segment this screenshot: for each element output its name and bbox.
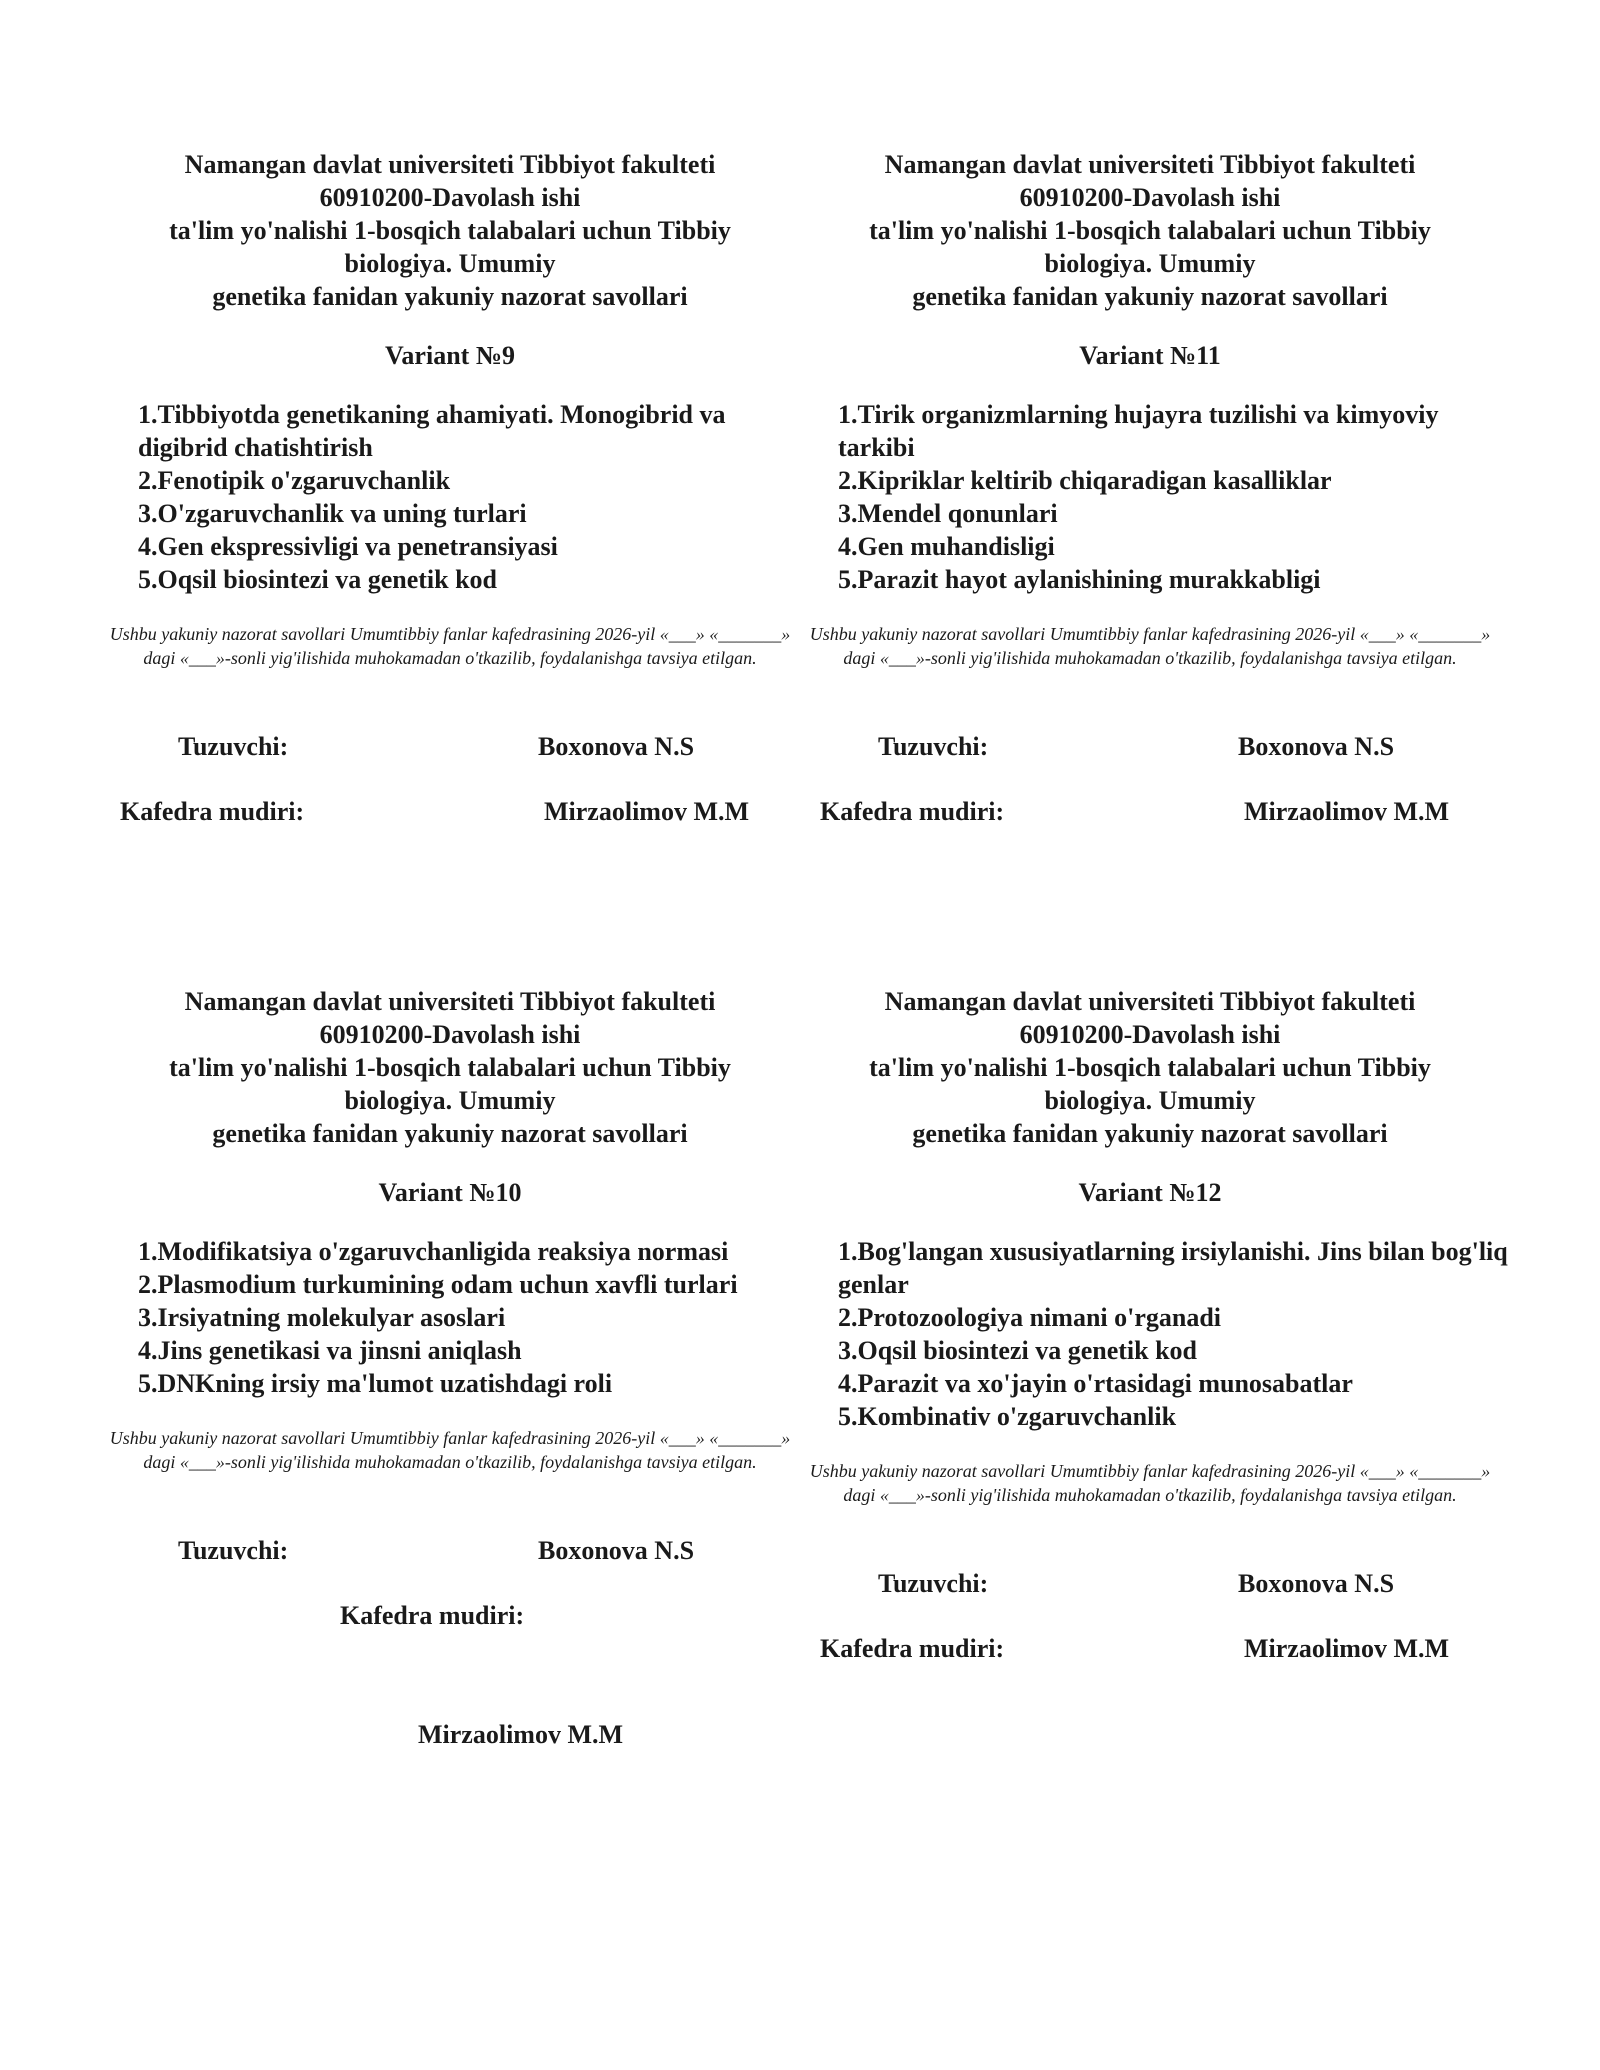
question-item: 1.Modifikatsiya o'zgaruvchanligida reaksiya normasi (138, 1237, 729, 1266)
header-students: ta'lim yo'nalishi 1-bosqich talabalari uchun Tibbiy (869, 1053, 1431, 1082)
compiler-name: Boxonova N.S (1238, 732, 1395, 761)
approval-note: Ushbu yakuniy nazorat savollari Umumtibbiy fanlar kafedrasining 2026-yil «___» «_______» dagi «___»-sonli yig'ilishida muhokamadan o'tkazilib, foydalanishga tavsiya etilgan. (109, 1428, 791, 1472)
question-item: 1.Bog'langan xususiyatlarning irsiylanishi. Jins bilan bog'liq genlar (838, 1237, 1508, 1299)
compiler-name: Boxonova N.S (1238, 1569, 1395, 1598)
header-program: 60910200-Davolash ishi (1019, 183, 1281, 212)
approval-note: Ushbu yakuniy nazorat savollari Umumtibbiy fanlar kafedrasining 2026-yil «___» «_______» dagi «___»-sonli yig'ilishida muhokamadan o'tkazilib, foydalanishga tavsiya etilgan. (109, 624, 791, 668)
question-item: 5.Kombinativ o'zgaruvchanlik (838, 1402, 1177, 1431)
question-item: 2.Fenotipik o'zgaruvchanlik (138, 466, 451, 495)
question-item: 2.Kipriklar keltirib chiqaradigan kasalliklar (838, 466, 1332, 495)
question-item: 4.Gen muhandisligi (838, 532, 1055, 561)
question-item: 3.O'zgaruvchanlik va uning turlari (138, 499, 527, 528)
question-item: 1.Tibbiyotda genetikaning ahamiyati. Monogibrid va digibrid chatishtirish (138, 400, 726, 462)
compiler-row (800, 1567, 1500, 1600)
question-item: 3.Oqsil biosintezi va genetik kod (838, 1336, 1197, 1365)
variant-card-11 (800, 148, 1500, 828)
variant-title: Variant №9 (385, 341, 515, 370)
head-label: Kafedra mudiri: (120, 797, 305, 826)
question-item: 3.Irsiyatning molekulyar asoslari (138, 1303, 506, 1332)
header-students: ta'lim yo'nalishi 1-bosqich talabalari uchun Tibbiy (169, 216, 731, 245)
variant-card-9 (100, 148, 800, 828)
question-item: 1.Tirik organizmlarning hujayra tuzilishi va kimyoviy tarkibi (838, 400, 1439, 462)
variant-title: Variant №11 (1079, 341, 1221, 370)
question-item: 4.Parazit va xo'jayin o'rtasidagi munosabatlar (838, 1369, 1353, 1398)
compiler-row (100, 1534, 800, 1567)
header-title: genetika fanidan yakuniy nazorat savollari (912, 282, 1388, 311)
header-students: ta'lim yo'nalishi 1-bosqich talabalari uchun Tibbiy (869, 216, 1431, 245)
question-item: 4.Gen ekspressivligi va penetransiyasi (138, 532, 558, 561)
head-row (800, 1632, 1500, 1665)
card-header (130, 148, 770, 313)
compiler-row (100, 730, 800, 763)
question-item: 5.Oqsil biosintezi va genetik kod (138, 565, 497, 594)
head-name: Mirzaolimov M.M (418, 1720, 624, 1749)
header-title: genetika fanidan yakuniy nazorat savollari (912, 1119, 1388, 1148)
card-header (830, 985, 1470, 1150)
head-row (100, 1599, 800, 1632)
header-subject: biologiya. Umumiy (1044, 1086, 1256, 1115)
head-name: Mirzaolimov M.M (1244, 1634, 1450, 1663)
variant-title: Variant №12 (1078, 1178, 1222, 1207)
compiler-name: Boxonova N.S (538, 1536, 695, 1565)
question-item: 2.Protozoologiya nimani o'rganadi (838, 1303, 1222, 1332)
head-name: Mirzaolimov M.M (1244, 797, 1450, 826)
question-list (100, 398, 814, 596)
compiler-label: Tuzuvchi: (878, 1569, 989, 1598)
header-subject: biologiya. Umumiy (1044, 249, 1256, 278)
header-subject: biologiya. Umumiy (344, 249, 556, 278)
compiler-label: Tuzuvchi: (178, 1536, 289, 1565)
header-title: genetika fanidan yakuniy nazorat savollari (212, 1119, 688, 1148)
variant-title: Variant №10 (378, 1178, 522, 1207)
header-students: ta'lim yo'nalishi 1-bosqich talabalari uchun Tibbiy (169, 1053, 731, 1082)
header-program: 60910200-Davolash ishi (1019, 1020, 1281, 1049)
header-title: genetika fanidan yakuniy nazorat savollari (212, 282, 688, 311)
approval-note: Ushbu yakuniy nazorat savollari Umumtibbiy fanlar kafedrasining 2026-yil «___» «_______» dagi «___»-sonli yig'ilishida muhokamadan o'tkazilib, foydalanishga tavsiya etilgan. (809, 624, 1491, 668)
question-list (800, 1235, 1514, 1433)
head-name: Mirzaolimov M.M (544, 797, 750, 826)
header-program: 60910200-Davolash ishi (319, 183, 581, 212)
question-item: 2.Plasmodium turkumining odam uchun xavfli turlari (138, 1270, 738, 1299)
head-row (800, 795, 1500, 828)
question-item: 5.Parazit hayot aylanishining murakkabligi (838, 565, 1321, 594)
head-label: Kafedra mudiri: (820, 1634, 1005, 1663)
header-university: Namangan davlat universiteti Tibbiyot fakulteti (184, 150, 716, 179)
question-item: 5.DNKning irsiy ma'lumot uzatishdagi roli (138, 1369, 613, 1398)
question-list (100, 1235, 814, 1400)
question-list (800, 398, 1514, 596)
header-university: Namangan davlat universiteti Tibbiyot fakulteti (884, 150, 1416, 179)
head-row (100, 795, 800, 828)
head-label: Kafedra mudiri: (820, 797, 1005, 826)
question-item: 4.Jins genetikasi va jinsni aniqlash (138, 1336, 522, 1365)
approval-note: Ushbu yakuniy nazorat savollari Umumtibbiy fanlar kafedrasining 2026-yil «___» «_______» dagi «___»-sonli yig'ilishida muhokamadan o'tkazilib, foydalanishga tavsiya etilgan. (809, 1461, 1491, 1505)
card-header (130, 985, 770, 1150)
question-item: 3.Mendel qonunlari (838, 499, 1058, 528)
compiler-label: Tuzuvchi: (178, 732, 289, 761)
compiler-row (800, 730, 1500, 763)
card-header (830, 148, 1470, 313)
header-subject: biologiya. Umumiy (344, 1086, 556, 1115)
header-university: Namangan davlat universiteti Tibbiyot fakulteti (184, 987, 716, 1016)
header-university: Namangan davlat universiteti Tibbiyot fakulteti (884, 987, 1416, 1016)
variant-card-10 (100, 985, 800, 1751)
head-label: Kafedra mudiri: (340, 1601, 525, 1630)
compiler-name: Boxonova N.S (538, 732, 695, 761)
variant-card-12 (800, 985, 1508, 1665)
header-program: 60910200-Davolash ishi (319, 1020, 581, 1049)
compiler-label: Tuzuvchi: (878, 732, 989, 761)
